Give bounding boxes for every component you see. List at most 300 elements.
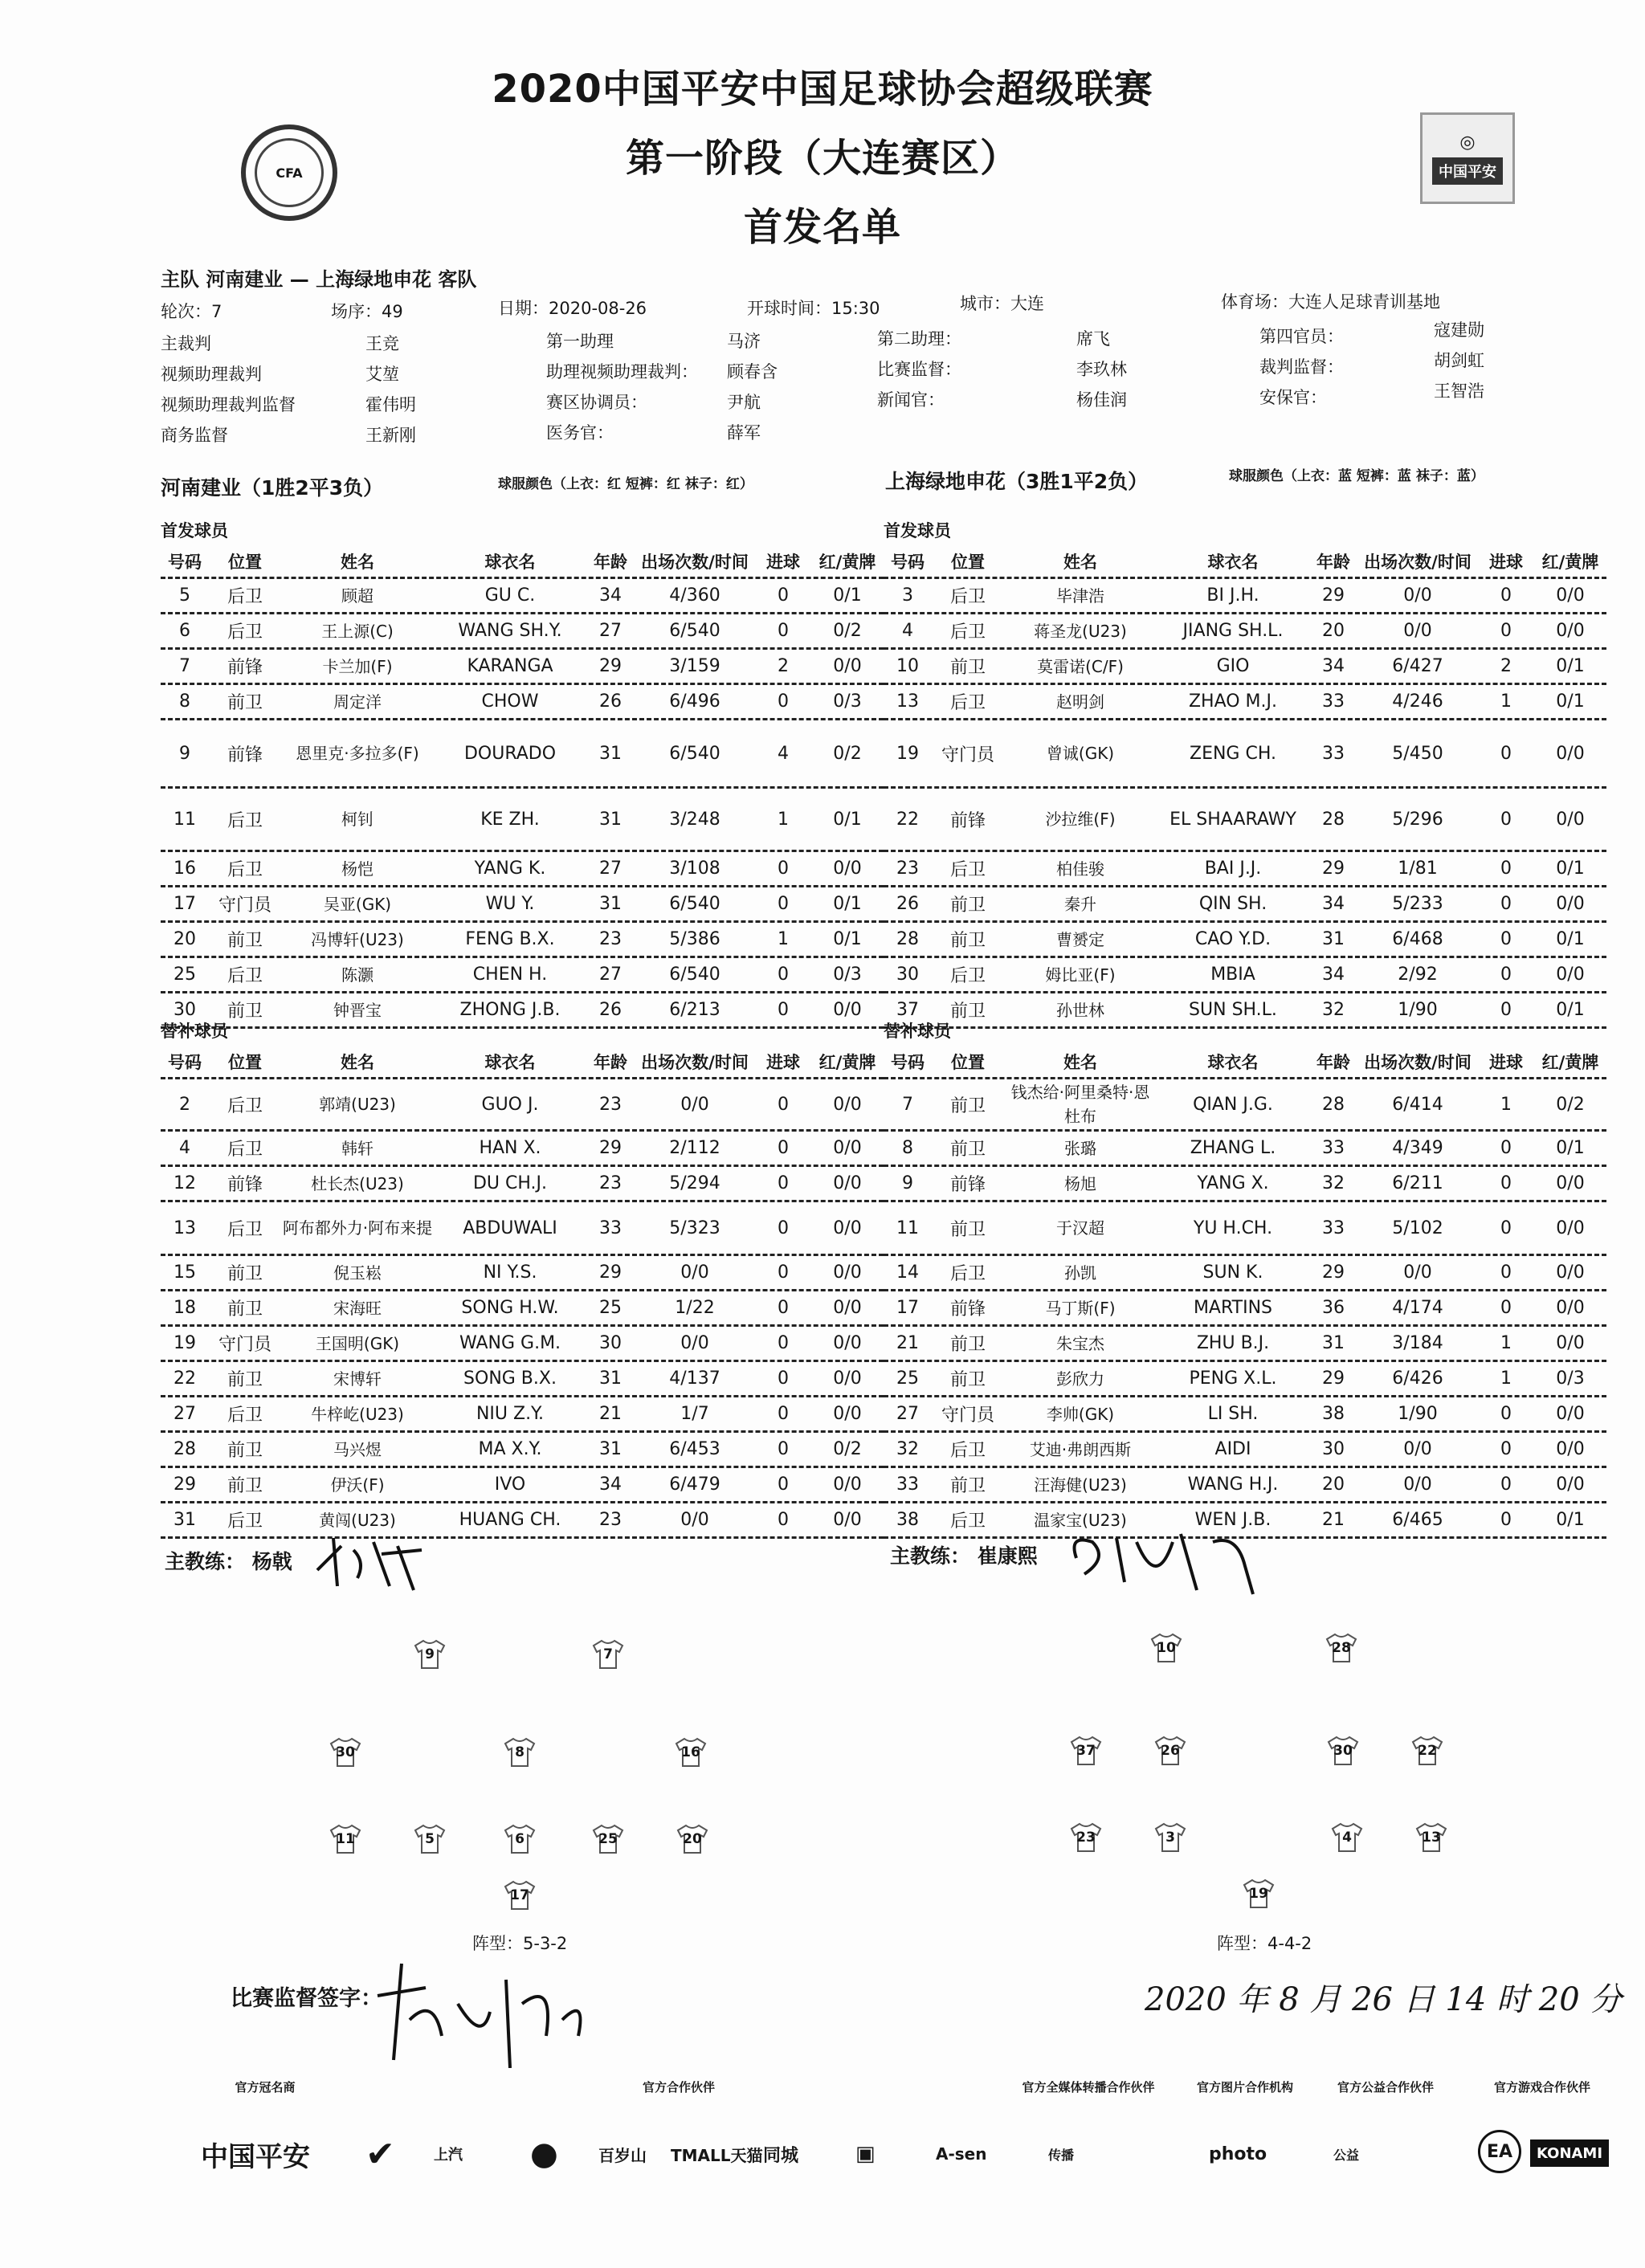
sponsor-category-label: 官方公益合作伙伴 [1337, 2080, 1434, 2095]
table-header [161, 1046, 884, 1079]
table-cell: 31 [599, 1439, 622, 1459]
official-name: 尹航 [727, 393, 761, 412]
table-row [884, 1433, 1606, 1468]
table-cell: 25 [173, 965, 196, 985]
match-date: 日期：2020-08-26 [498, 299, 647, 318]
table-cell: 13 [896, 691, 919, 712]
table-cell: CHEN H. [472, 965, 548, 985]
table-cell: 0/0 [680, 1333, 709, 1353]
table-cell: 郭靖(U23) [319, 1095, 396, 1114]
table-cell: 3/184 [1392, 1333, 1443, 1353]
table-cell: 0 [1500, 1000, 1512, 1020]
table-cell: 33 [1322, 691, 1345, 712]
table-cell: 29 [599, 656, 622, 676]
official-role: 视频助理裁判 [161, 365, 262, 384]
table-cell: 6/465 [1392, 1510, 1443, 1530]
table-row [884, 1327, 1606, 1362]
table-cell: 前卫 [949, 1140, 986, 1160]
column-header: 球衣名 [1207, 553, 1259, 572]
table-cell: 3/108 [669, 859, 720, 879]
table-header [884, 546, 1606, 579]
table-cell: 31 [599, 809, 622, 830]
table-cell: 前卫 [227, 1001, 263, 1022]
away-coach-label: 主教练： [890, 1544, 971, 1568]
table-cell: 前卫 [227, 1299, 263, 1320]
official-role: 赛区协调员： [546, 393, 647, 412]
shirt-number: 25 [598, 1831, 618, 1847]
table-cell: 16 [173, 859, 196, 879]
away-coach-signature [1060, 1526, 1269, 1598]
table-cell: SONG H.W. [461, 1298, 559, 1318]
table-cell: 31 [599, 743, 622, 764]
table-cell: 23 [599, 929, 622, 949]
official-role: 助理视频助理裁判： [546, 362, 698, 381]
table-cell: 0/0 [1556, 743, 1585, 764]
table-cell: 倪玉崧 [333, 1262, 382, 1283]
table-row [161, 1291, 884, 1327]
table-row [884, 1362, 1606, 1397]
table-header [161, 546, 884, 579]
table-cell: 守门员 [218, 895, 271, 916]
table-cell: 0 [778, 1218, 789, 1238]
table-cell: 0/1 [1556, 1138, 1585, 1158]
table-cell: SUN K. [1202, 1262, 1263, 1283]
table-cell: 29 [1322, 859, 1345, 879]
official-name: 杨佳润 [1076, 390, 1127, 410]
table-cell: 34 [599, 585, 622, 606]
player-shirt-icon [1329, 1821, 1365, 1854]
table-cell: 17 [896, 1298, 919, 1318]
table-cell: QIAN J.G. [1193, 1094, 1273, 1115]
official-role: 第二助理： [877, 329, 961, 349]
table-cell: 孙凯 [1064, 1262, 1096, 1283]
table-cell: GIO [1216, 656, 1250, 676]
table-cell: 柏佳骏 [1056, 859, 1104, 879]
table-cell: 1/90 [1398, 1000, 1438, 1020]
table-cell: 前卫 [949, 1476, 986, 1496]
table-cell: 0/0 [1556, 965, 1585, 985]
player-shirt-icon [1414, 1821, 1449, 1854]
table-cell: 0 [778, 1262, 789, 1283]
column-header: 红/黄牌 [1541, 1053, 1599, 1072]
table-cell: 孙世林 [1056, 1000, 1104, 1020]
signed-time: 2020 年 8 月 26 日 14 时 20 分 [1145, 1981, 1623, 2018]
table-cell: 0/0 [1556, 1439, 1585, 1459]
table-cell: 23 [599, 1094, 622, 1115]
player-shirt-icon [412, 1638, 447, 1670]
table-cell: 19 [173, 1333, 196, 1353]
table-cell: 0/0 [680, 1262, 709, 1283]
table-cell: 0 [1500, 1138, 1512, 1158]
table-cell: 前卫 [949, 1219, 986, 1240]
table-cell: 艾迪·弗朗西斯 [1029, 1439, 1132, 1459]
sponsor-logo: 中国平安 [201, 2140, 310, 2173]
title-line-2: 第一阶段（大连赛区） [625, 136, 1019, 181]
shirt-number: 37 [1076, 1743, 1096, 1759]
table-cell: 后卫 [949, 693, 986, 713]
table-row [161, 1397, 884, 1433]
table-cell: 0 [1500, 1218, 1512, 1238]
table-cell: 0/0 [833, 1475, 862, 1495]
home-subs-section-label: 替补球员 [161, 1022, 228, 1041]
table-cell: 0/0 [1403, 1439, 1432, 1459]
table-cell: 0/0 [833, 1094, 862, 1115]
table-row [161, 1327, 884, 1362]
table-cell: 7 [902, 1094, 913, 1115]
column-header: 姓名 [341, 1053, 374, 1072]
table-cell: 29 [1322, 1262, 1345, 1283]
table-cell: 20 [1322, 621, 1345, 641]
table-cell: 0/0 [833, 859, 862, 879]
table-cell: 0/1 [833, 894, 862, 914]
table-cell: YU H.CH. [1193, 1218, 1273, 1238]
shirt-number: 26 [1161, 1743, 1180, 1759]
table-cell: 4 [902, 621, 913, 641]
table-row [161, 650, 884, 685]
table-cell: 28 [1322, 809, 1345, 830]
table-cell: 李帅(GK) [1046, 1404, 1115, 1424]
table-row [161, 1132, 884, 1167]
table-cell: 0 [778, 859, 789, 879]
table-cell: YANG K. [474, 859, 546, 879]
title-line-3: 首发名单 [743, 205, 901, 250]
table-cell: 34 [599, 1475, 622, 1495]
table-cell: 29 [1322, 1369, 1345, 1389]
table-row [884, 993, 1606, 1029]
official-name: 寇建勋 [1434, 320, 1484, 340]
table-cell: MARTINS [1193, 1298, 1273, 1318]
table-cell: 6/414 [1392, 1094, 1443, 1115]
table-cell: 0/0 [1556, 1333, 1585, 1353]
column-header: 球衣名 [484, 1053, 536, 1072]
table-cell: 0 [778, 1298, 789, 1318]
city: 城市：大连 [960, 294, 1044, 313]
official-name: 顾春含 [727, 362, 778, 381]
sponsor-category-label: 官方冠名商 [235, 2080, 296, 2095]
table-cell: WU Y. [485, 894, 535, 914]
table-cell: 前卫 [227, 1264, 263, 1284]
table-cell: HUANG CH. [459, 1510, 561, 1530]
shirt-number: 5 [425, 1831, 435, 1847]
table-cell: 0 [778, 1369, 789, 1389]
match-number: 场序：49 [331, 302, 403, 321]
table-cell: 0 [778, 1404, 789, 1424]
table-row [161, 1362, 884, 1397]
sponsor-category-label: 官方全媒体转播合作伙伴 [1022, 2080, 1155, 2095]
table-cell: 0 [1500, 929, 1512, 949]
table-cell: 21 [1322, 1510, 1345, 1530]
table-cell: KARANGA [467, 656, 553, 676]
table-cell: 1 [1500, 1094, 1512, 1115]
table-cell: 朱宝杰 [1056, 1333, 1104, 1353]
sponsor-logo: EA [1478, 2130, 1521, 2173]
table-cell: 6/540 [669, 894, 720, 914]
table-cell: 0 [1500, 621, 1512, 641]
table-cell: JIANG SH.L. [1182, 621, 1284, 641]
table-cell: IVO [494, 1475, 526, 1495]
table-cell: 0/1 [833, 929, 862, 949]
table-cell: 6/427 [1392, 656, 1443, 676]
table-cell: 5 [179, 585, 190, 606]
table-cell: 1/22 [675, 1298, 715, 1318]
table-cell: 0/3 [833, 691, 862, 712]
table-cell: 36 [1322, 1298, 1345, 1318]
table-cell: 杨恺 [341, 859, 373, 879]
table-cell: 6/426 [1392, 1369, 1443, 1389]
table-cell: 0 [778, 585, 789, 606]
table-cell: 8 [179, 691, 190, 712]
table-cell: 0 [1500, 743, 1512, 764]
table-cell: 20 [173, 929, 196, 949]
table-cell: 27 [599, 965, 622, 985]
table-cell: 28 [173, 1439, 196, 1459]
table-cell: 陈灏 [341, 965, 373, 985]
table-cell: 0/2 [833, 743, 862, 764]
table-cell: 1 [778, 809, 789, 830]
table-cell: 前卫 [227, 1441, 263, 1461]
table-cell: 0 [1500, 894, 1512, 914]
official-role: 商务监督 [161, 426, 228, 445]
table-cell: 0/1 [833, 809, 862, 830]
table-cell: 2 [1500, 656, 1512, 676]
table-cell: 汪海健(U23) [1034, 1475, 1127, 1495]
column-header: 姓名 [341, 553, 374, 572]
table-cell: 6/540 [669, 743, 720, 764]
table-cell: 柯钊 [341, 810, 373, 829]
official-role: 第四官员： [1259, 327, 1344, 346]
table-cell: 0/0 [833, 1138, 862, 1158]
home-coach [165, 1546, 292, 1575]
column-header: 进球 [766, 553, 800, 572]
table-cell: 4 [778, 743, 789, 764]
table-cell: 0 [1500, 1298, 1512, 1318]
table-cell: 21 [599, 1404, 622, 1424]
table-cell: 3/159 [669, 656, 720, 676]
table-cell: GUO J. [481, 1094, 539, 1115]
table-cell: 0/0 [833, 1298, 862, 1318]
table-cell: 0/0 [833, 1510, 862, 1530]
sponsor-logo: KONAMI [1530, 2140, 1609, 2167]
table-cell: 蒋圣龙(U23) [1034, 621, 1127, 641]
table-cell: 30 [896, 965, 919, 985]
table-cell: 0/0 [680, 1094, 709, 1115]
player-shirt-icon [1325, 1735, 1361, 1767]
table-row [884, 579, 1606, 614]
table-cell: WEN J.B. [1194, 1510, 1272, 1530]
sponsor-category-label: 官方游戏合作伙伴 [1493, 2080, 1590, 2095]
table-cell: 0/3 [1556, 1369, 1585, 1389]
table-cell: 32 [1322, 1173, 1345, 1193]
table-cell: 阿布都外力·阿布来提 [282, 1218, 433, 1238]
player-shirt-icon [1149, 1632, 1184, 1664]
table-cell: 26 [896, 894, 919, 914]
table-cell: 33 [1322, 1218, 1345, 1238]
official-role: 安保官： [1259, 388, 1327, 407]
table-cell: 4/174 [1392, 1298, 1443, 1318]
table-cell: 25 [599, 1298, 622, 1318]
table-cell: 秦升 [1064, 894, 1096, 914]
table-cell: 后卫 [949, 622, 986, 642]
column-header: 红/黄牌 [1541, 553, 1599, 572]
table-row [161, 1202, 884, 1256]
table-cell: 守门员 [941, 1405, 994, 1426]
table-cell: 马丁斯(F) [1045, 1298, 1116, 1318]
player-shirt-icon [1324, 1632, 1359, 1664]
table-cell: 赵明剑 [1056, 691, 1104, 712]
table-cell: 23 [599, 1173, 622, 1193]
table-cell: 0/1 [1556, 691, 1585, 712]
table-cell: 26 [599, 691, 622, 712]
sponsor-logo: ● [530, 2135, 558, 2172]
table-row [161, 720, 884, 789]
round: 轮次：7 [161, 302, 222, 321]
away-team-record: 上海绿地申花（3胜1平2负） [885, 470, 1149, 493]
table-cell: 前卫 [949, 931, 986, 951]
column-header: 位置 [228, 553, 262, 572]
table-row [161, 579, 884, 614]
table-cell: 0/1 [833, 585, 862, 606]
table-row [884, 789, 1606, 852]
player-shirt-icon [1241, 1878, 1276, 1910]
column-header: 出场次数/时间 [1364, 1053, 1472, 1072]
table-cell: ZHONG J.B. [459, 1000, 561, 1020]
table-cell: 后卫 [227, 1140, 263, 1160]
table-cell: 9 [179, 743, 190, 764]
table-cell: 6/453 [669, 1439, 720, 1459]
table-cell: 21 [896, 1333, 919, 1353]
table-cell: 0/2 [833, 621, 862, 641]
table-cell: 前锋 [227, 1175, 263, 1195]
table-cell: 后卫 [227, 810, 263, 831]
table-cell: 后卫 [227, 1219, 263, 1240]
table-row [161, 923, 884, 958]
table-cell: 0 [1500, 1510, 1512, 1530]
table-cell: ZHANG L. [1190, 1138, 1276, 1158]
table-cell: 31 [1322, 1333, 1345, 1353]
shirt-number: 23 [1076, 1829, 1096, 1846]
table-cell: 恩里克·多拉多(F) [296, 744, 419, 763]
table-header [884, 1046, 1606, 1079]
table-cell: 王上源(C) [321, 621, 394, 641]
table-cell: 周定洋 [333, 691, 382, 712]
table-cell: 钟晋宝 [333, 1000, 382, 1020]
table-cell: 0/0 [1556, 809, 1585, 830]
table-cell: 前卫 [949, 895, 986, 916]
table-cell: 0/0 [1403, 585, 1432, 606]
official-role: 比赛监督： [877, 360, 961, 379]
table-cell: 20 [1322, 1475, 1345, 1495]
table-cell: 33 [599, 1218, 622, 1238]
official-role: 裁判监督： [1259, 357, 1344, 377]
table-cell: 0/0 [1403, 1475, 1432, 1495]
table-row [884, 1167, 1606, 1202]
table-cell: 0/0 [833, 656, 862, 676]
table-cell: 0 [778, 894, 789, 914]
table-cell: 0/2 [1556, 1094, 1585, 1115]
official-name: 王竞 [365, 334, 399, 353]
table-cell: MBIA [1210, 965, 1255, 985]
table-row [884, 958, 1606, 993]
table-cell: 张璐 [1064, 1138, 1096, 1158]
table-cell: 0/0 [1556, 1404, 1585, 1424]
title-line-1: 2020中国平安中国足球协会超级联赛 [492, 67, 1153, 112]
table-cell: 前卫 [949, 658, 986, 678]
player-shirt-icon [502, 1823, 537, 1855]
sponsor-logo: ✔ [365, 2133, 395, 2175]
table-cell: 0 [778, 1138, 789, 1158]
table-cell: ZENG CH. [1190, 743, 1276, 764]
table-cell: MA X.Y. [478, 1439, 542, 1459]
table-cell: 6/479 [669, 1475, 720, 1495]
table-row [884, 923, 1606, 958]
table-cell: 0/0 [833, 1404, 862, 1424]
table-cell: 14 [896, 1262, 919, 1283]
table-cell: 6/213 [669, 1000, 720, 1020]
table-row [884, 720, 1606, 789]
player-shirt-icon [1068, 1821, 1104, 1854]
table-cell: PENG X.L. [1189, 1369, 1277, 1389]
table-cell: LI SH. [1207, 1404, 1259, 1424]
table-cell: 宋海旺 [333, 1298, 382, 1318]
table-row [884, 1132, 1606, 1167]
table-cell: 4/360 [669, 585, 720, 606]
player-shirt-icon [328, 1736, 363, 1768]
csl-logo-text: 中国平安 [1432, 157, 1503, 185]
table-cell: 0/0 [1556, 1475, 1585, 1495]
table-cell: 2 [179, 1094, 190, 1115]
shirt-number: 20 [683, 1831, 702, 1847]
table-row [884, 1256, 1606, 1291]
official-role: 医务官： [546, 423, 614, 443]
csl-logo-mark: ◎ [1459, 132, 1476, 153]
away-kit-colors: 球服颜色（上衣：蓝 短裤：蓝 袜子：蓝） [1229, 468, 1484, 484]
table-cell: 0 [1500, 1173, 1512, 1193]
table-cell: 吴亚(GK) [323, 894, 392, 914]
sponsor-logo: 传播 [1048, 2147, 1075, 2163]
table-cell: 34 [1322, 965, 1345, 985]
table-row [161, 789, 884, 852]
table-cell: 冯博轩(U23) [311, 929, 404, 949]
table-cell: EL SHAARAWY [1169, 809, 1296, 830]
column-header: 出场次数/时间 [1364, 553, 1472, 572]
column-header: 位置 [951, 1053, 985, 1072]
table-row [161, 852, 884, 887]
table-cell: HAN X. [479, 1138, 541, 1158]
table-cell: 后卫 [949, 1511, 986, 1532]
shirt-number: 17 [510, 1887, 529, 1903]
table-cell: 30 [173, 1000, 196, 1020]
table-cell: 31 [1322, 929, 1345, 949]
sponsor-logo: 百岁山 [598, 2145, 647, 2165]
table-cell: 前锋 [949, 1299, 986, 1320]
table-cell: 5/323 [669, 1218, 720, 1238]
table-cell: 27 [896, 1404, 919, 1424]
table-cell: 17 [173, 894, 196, 914]
away-subs-section-label: 替补球员 [884, 1022, 951, 1041]
shirt-number: 16 [681, 1744, 700, 1760]
table-cell: 0/1 [1556, 929, 1585, 949]
home-coach-signature [309, 1530, 438, 1594]
column-header: 红/黄牌 [818, 1053, 876, 1072]
table-cell: 4 [179, 1138, 190, 1158]
table-cell: 0/0 [1556, 621, 1585, 641]
official-name: 李玖林 [1076, 360, 1127, 379]
table-cell: 0 [778, 1475, 789, 1495]
table-cell: 6 [179, 621, 190, 641]
table-cell: 0 [1500, 965, 1512, 985]
table-cell: 后卫 [949, 860, 986, 880]
matchup: 主队 河南建业 — 上海绿地申花 客队 [161, 268, 477, 291]
